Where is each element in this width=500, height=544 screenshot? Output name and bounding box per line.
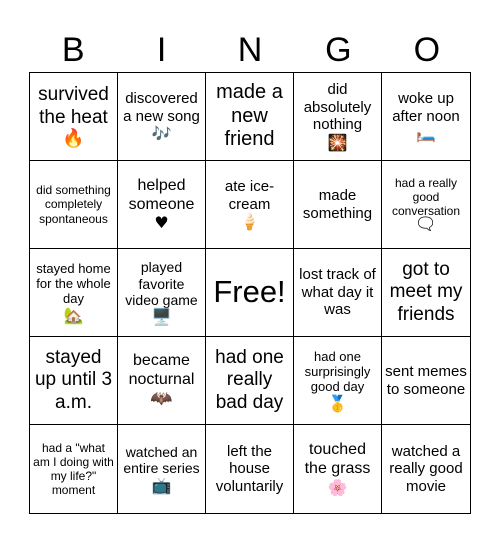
bingo-cell[interactable] — [30, 337, 118, 425]
house-icon: 🏡 — [63, 305, 84, 325]
cell-label: lost track of what day it was — [299, 266, 376, 319]
cell-label: did something completely spontaneous — [36, 183, 111, 226]
free-space[interactable] — [206, 249, 294, 337]
speech-bubble-icon: 🗨️ — [417, 217, 435, 233]
cell-label: made a new friend — [216, 81, 283, 151]
cell-label: made something — [302, 186, 373, 222]
ice-cream-icon: 🍦 — [239, 212, 260, 232]
cell-label: sent memes to someone — [385, 362, 467, 398]
bingo-cell[interactable] — [382, 249, 470, 337]
bingo-cell[interactable] — [118, 161, 206, 249]
bingo-cell[interactable] — [382, 161, 470, 249]
bingo-cell[interactable] — [382, 337, 470, 425]
bingo-cell[interactable] — [118, 337, 206, 425]
bingo-cell[interactable] — [294, 425, 382, 513]
bingo-cell[interactable] — [382, 73, 470, 161]
music-notes-icon: 🎶 — [151, 124, 172, 144]
cell-label: did absolutely nothing — [303, 81, 372, 134]
cell-label: had a really good conversation — [391, 176, 461, 219]
title-letter-i: I — [156, 31, 167, 69]
bingo-cell[interactable] — [206, 73, 294, 161]
title-letter-n: N — [237, 31, 263, 69]
bingo-cell[interactable] — [30, 161, 118, 249]
cell-label: had a "what am I doing with my life?" moment — [33, 440, 114, 498]
bingo-cell[interactable] — [118, 249, 206, 337]
bat-icon: 🦇 — [150, 388, 173, 410]
bingo-cell[interactable] — [294, 337, 382, 425]
cell-label: watched a really good movie — [389, 442, 463, 495]
title-letter-b: B — [61, 31, 85, 69]
cell-label: became nocturnal — [128, 351, 195, 388]
bingo-title — [29, 28, 471, 72]
bingo-cell[interactable] — [30, 249, 118, 337]
cell-label: touched the grass — [304, 441, 371, 478]
cell-label: stayed home for the whole day — [36, 260, 111, 307]
cell-label: got to meet my friends — [389, 259, 463, 325]
free-space-label: Free! — [213, 274, 286, 310]
cell-label: survived the heat — [38, 84, 109, 128]
bingo-board — [29, 72, 471, 514]
bingo-cell[interactable] — [118, 73, 206, 161]
cell-label: discovered a new song — [123, 90, 200, 125]
bingo-cell[interactable] — [206, 161, 294, 249]
bingo-cell[interactable] — [206, 337, 294, 425]
cell-label: woke up after noon — [392, 90, 460, 125]
bingo-cell[interactable] — [294, 249, 382, 337]
bingo-cell[interactable] — [30, 73, 118, 161]
heart-icon: ♥ — [154, 213, 169, 233]
cell-label: ate ice-cream — [224, 178, 275, 213]
title-letter-g: G — [325, 31, 352, 69]
sparkler-icon: 🎇 — [327, 133, 348, 153]
bingo-cell[interactable] — [206, 425, 294, 513]
bingo-cell[interactable] — [294, 73, 382, 161]
cell-label: left the house voluntarily — [215, 442, 284, 495]
fire-icon: 🔥 — [62, 127, 85, 149]
cell-label: stayed up until 3 a.m. — [34, 347, 113, 413]
cell-label: helped someone — [128, 176, 195, 213]
bingo-cell[interactable] — [382, 425, 470, 513]
title-letter-o: O — [413, 31, 441, 69]
television-icon: 📺 — [151, 475, 172, 495]
bingo-cell[interactable] — [30, 425, 118, 513]
cell-label: had one really bad day — [215, 347, 284, 413]
bed-icon: 🛏️ — [416, 124, 436, 144]
cherry-blossom-icon: 🌸 — [327, 477, 348, 497]
cell-label: watched an entire series — [123, 443, 200, 477]
bingo-cell[interactable] — [294, 161, 382, 249]
gold-medal-icon: 🥇 — [327, 393, 348, 413]
computer-icon: 🖥️ — [151, 307, 172, 327]
cell-label: played favorite video game — [125, 259, 198, 308]
bingo-cell[interactable] — [118, 425, 206, 513]
cell-label: had one surprisingly good day — [304, 348, 371, 395]
